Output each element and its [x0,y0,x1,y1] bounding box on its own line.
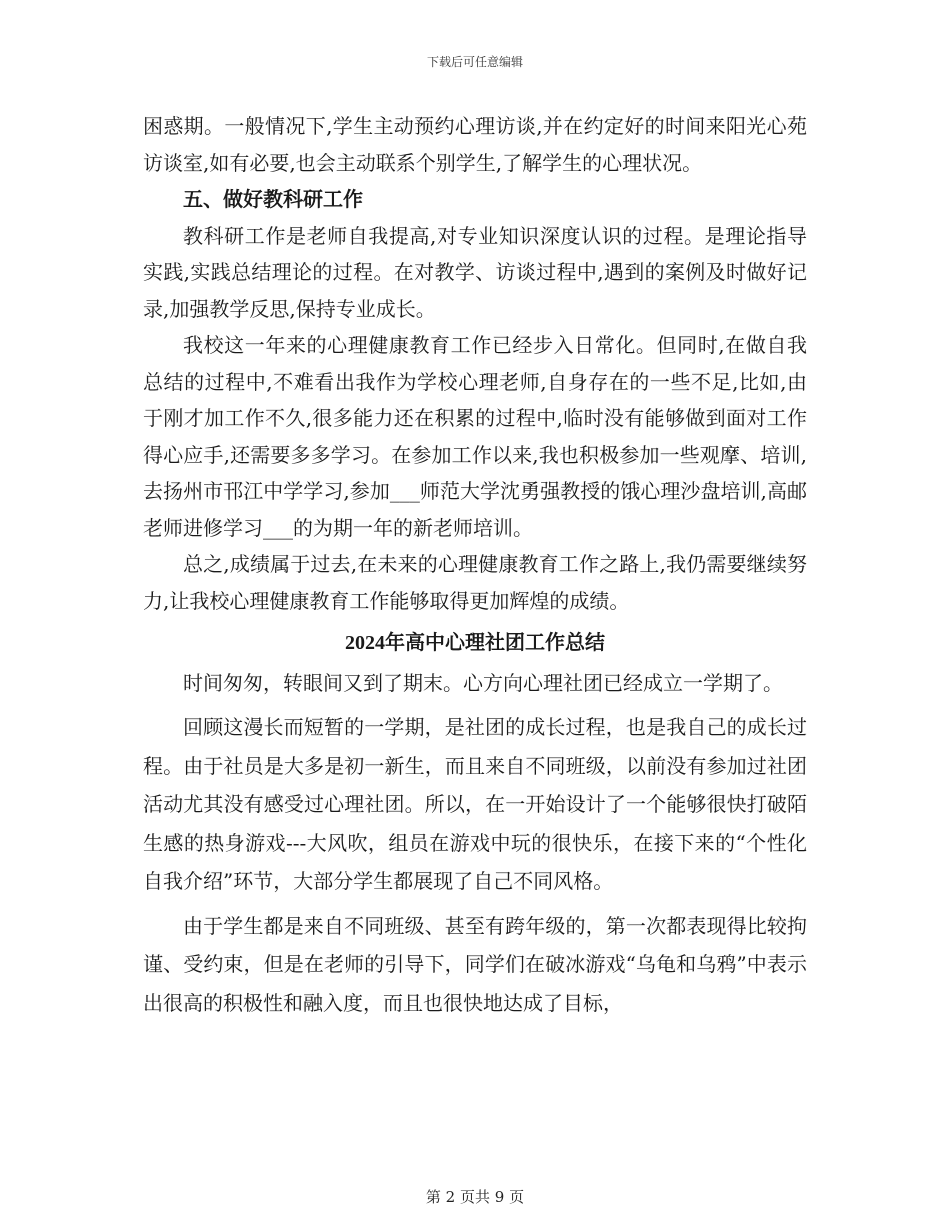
section-heading: 五、做好教科研工作 [183,187,363,211]
document-body [143,108,807,1022]
page-header: 下载后可任意编辑 [426,55,523,69]
paragraph: 我校这一年来的心理健康教育工作已经步入日常化。但同时,在做自我总结的过程中,不难看出我作为学校心理老师,自身存在的一些不足,比如,由于刚才加工作不久,很多能力还在积累的过程中,临时没有能够做到面对工作得心应手,还需要多多学习。在参加工作以来,我也积极参加一些观摩、培训,去扬州市邗江中学学习,参加___师范大学沈勇强教授的饿心理沙盘培训,高邮老师进修学习___的为期一年的新老师培训。 [143,333,807,540]
page-footer: 第 2 页共 9 页 [425,1188,525,1206]
paragraph-continuation: 困惑期。一般情况下,学生主动预约心理访谈,并在约定好的时间来阳光心苑访谈室,如有必要,也会主动联系个别学生,了解学生的心理状况。 [143,114,807,175]
paragraph: 由于学生都是来自不同班级、甚至有跨年级的，第一次都表现得比较拘谨、受约束，但是在老师的引导下，同学们在破冰游戏“乌龟和乌鸦”中表示出很高的积极性和融入度，而且也很快地达成了目标， [143,913,807,1015]
paragraph: 时间匆匆，转眼间又到了期末。心方向心理社团已经成立一学期了。 [183,670,783,695]
document-title: 2024年高中心理社团工作总结 [345,632,605,654]
paragraph: 总之,成绩属于过去,在未来的心理健康教育工作之路上,我仍需要继续努力,让我校心理健康教育工作能够取得更加辉煌的成绩。 [143,552,807,613]
paragraph: 回顾这漫长而短暂的一学期，是社团的成长过程，也是我自己的成长过程。由于社员是大多是初一新生，而且来自不同班级，以前没有参加过社团活动尤其没有感受过心理社团。所以，在一开始设计了一个能够很快打破陌生感的热身游戏---大风吹，组员在游戏中玩的很快乐，在接下来的“个性化自我介绍”环节，大部分学生都展现了自己不同风格。 [143,715,807,893]
paragraph: 教科研工作是老师自我提高,对专业知识深度认识的过程。是理论指导实践,实践总结理论的过程。在对教学、访谈过程中,遇到的案例及时做好记录,加强教学反思,保持专业成长。 [143,223,807,321]
